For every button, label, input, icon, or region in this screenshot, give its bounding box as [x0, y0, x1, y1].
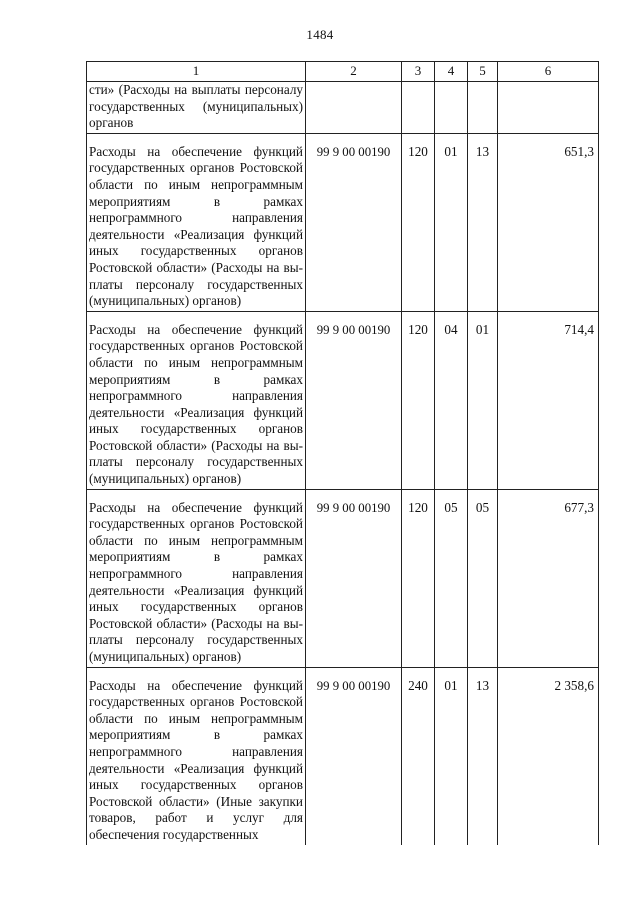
- budget-table: [86, 61, 599, 845]
- row-expense-type: 240: [402, 667, 435, 844]
- row-amount: 714,4: [498, 311, 599, 489]
- row-subsection: 05: [468, 489, 498, 667]
- table-row: [87, 82, 599, 134]
- row-subsection: 13: [468, 133, 498, 311]
- table-row: [87, 133, 599, 311]
- row-section: 01: [435, 133, 468, 311]
- page-number: 1484: [306, 27, 334, 42]
- table-header: [87, 62, 599, 82]
- row-description: Расходы на обеспечение функций государственных органов Ростовской области по иным непрограммным мероприятиям в рамках непрограммного направления деятельности «Реализация функций иных государственных органов Ростовской области» (Расходы на выплаты персоналу государственных (муниципальных) органов): [87, 489, 306, 667]
- row-subsection: 13: [468, 667, 498, 844]
- row-description: Расходы на обеспечение функций государственных органов Ростовской области по иным непрограммным мероприятиям в рамках непрограммного направления деятельности «Реализация функций иных государственных органов Ростовской области» (Иные закупки товаров, работ и услуг для обеспечения государственных: [87, 667, 306, 844]
- header-col-6: 6: [498, 62, 599, 82]
- table-row: [87, 489, 599, 667]
- header-col-4: 4: [435, 62, 468, 82]
- row-expense-type: 120: [402, 133, 435, 311]
- row-target-code: [306, 82, 402, 134]
- row-section: [435, 82, 468, 134]
- header-col-1: 1: [87, 62, 306, 82]
- header-col-5: 5: [468, 62, 498, 82]
- table-row: [87, 311, 599, 489]
- row-amount: 677,3: [498, 489, 599, 667]
- row-subsection: 01: [468, 311, 498, 489]
- row-section: 05: [435, 489, 468, 667]
- header-col-2: 2: [306, 62, 402, 82]
- row-target-code: 99 9 00 00190: [306, 489, 402, 667]
- table-body: [87, 82, 599, 845]
- header-row: [87, 62, 599, 82]
- row-subsection: [468, 82, 498, 134]
- row-target-code: 99 9 00 00190: [306, 133, 402, 311]
- row-amount: 2 358,6: [498, 667, 599, 844]
- row-description: Расходы на обеспечение функций государственных органов Ростовской области по иным непрограммным мероприятиям в рамках непрограммного направления деятельности «Реализация функций иных государственных органов Ростовской области» (Расходы на выплаты персоналу государственных (муниципальных) органов): [87, 133, 306, 311]
- row-expense-type: 120: [402, 311, 435, 489]
- header-col-3: 3: [402, 62, 435, 82]
- row-section: 01: [435, 667, 468, 844]
- row-description: Расходы на обеспечение функций государственных органов Ростовской области по иным непрограммным мероприятиям в рамках непрограммного направления деятельности «Реализация функций иных государственных органов Ростовской области» (Расходы на выплаты персоналу государственных (муниципальных) органов): [87, 311, 306, 489]
- row-target-code: 99 9 00 00190: [306, 311, 402, 489]
- row-description: сти» (Расходы на выплаты персоналу государственных (муниципальных) органов: [87, 82, 306, 134]
- table-row: [87, 667, 599, 844]
- row-expense-type: [402, 82, 435, 134]
- row-target-code: 99 9 00 00190: [306, 667, 402, 844]
- row-expense-type: 120: [402, 489, 435, 667]
- row-amount: [498, 82, 599, 134]
- row-section: 04: [435, 311, 468, 489]
- row-amount: 651,3: [498, 133, 599, 311]
